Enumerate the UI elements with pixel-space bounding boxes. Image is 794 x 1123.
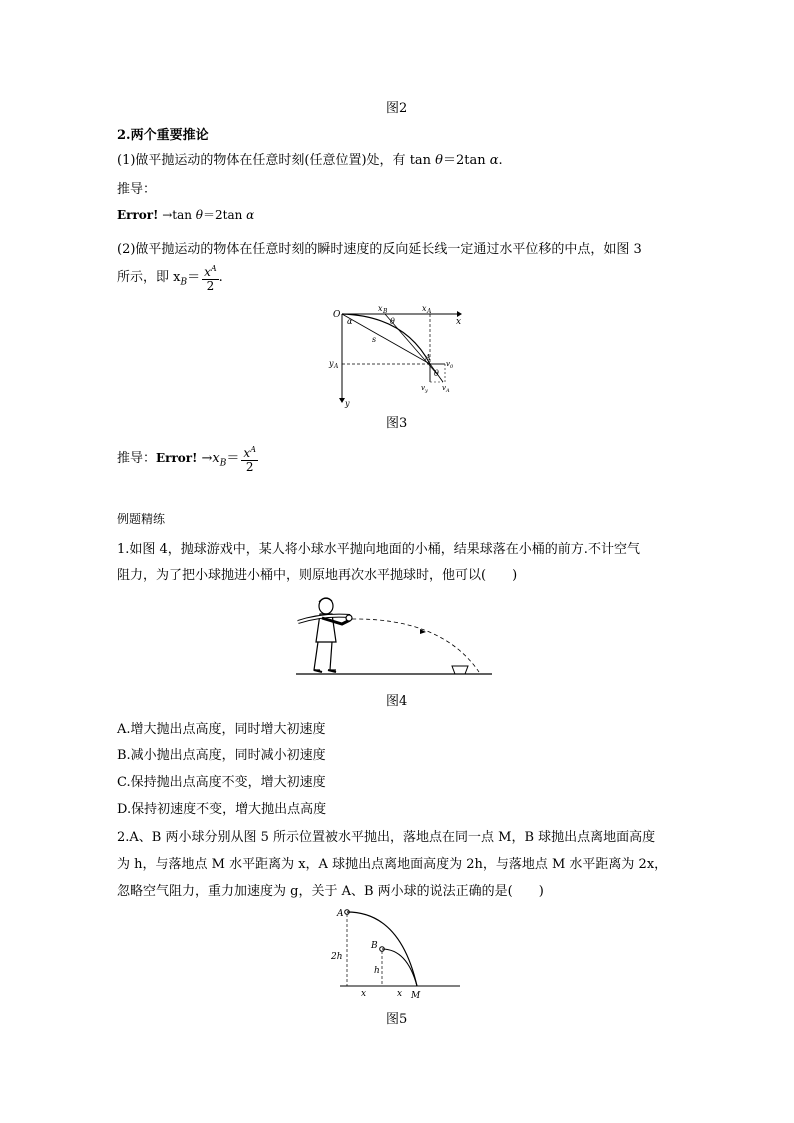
alpha-symbol: α (489, 153, 499, 168)
y-axis-label: y (345, 399, 350, 408)
derivation-1-mid: ＝2tan (203, 208, 247, 222)
derivation-1 (117, 206, 254, 223)
fraction-numerator: x (204, 265, 211, 279)
v0-sub: 0 (450, 364, 454, 370)
point-b-label: B (371, 941, 378, 951)
examples-heading: 例题精练 (117, 512, 166, 526)
fraction-denominator: 2 (206, 279, 215, 293)
ya-sub: A (334, 363, 339, 370)
period: . (218, 270, 223, 285)
xb-label: x (378, 304, 383, 313)
figure-5-diagram (325, 904, 465, 1002)
x-axis-label: x (456, 317, 462, 327)
figure-5-caption: 图5 (386, 1012, 408, 1027)
xa-label: x (422, 304, 427, 313)
inference-2-line1: (2)做平抛运动的物体在任意时刻的瞬时速度的反向延长线一定通过水平位移的中点，如图 3 (117, 242, 642, 257)
va-sub: A (446, 388, 450, 394)
theta-symbol: θ (195, 208, 204, 222)
origin-label: O (333, 310, 341, 320)
fraction (241, 443, 258, 474)
vy-sub: y (425, 388, 428, 394)
question-1-line1: 1.如图 4，抛球游戏中，某人将小球水平抛向地面的小桶，结果球落在小桶的前方.不计空气 (117, 542, 640, 557)
question-2-line1: 2.A、B 两小球分别从图 5 所示位置被水平抛出，落地点在同一点 M，B 球抛出点离地面高度 (117, 830, 656, 845)
distance-x1-label: x (361, 989, 367, 999)
superscript: A (210, 264, 217, 273)
point-a-label: A (425, 353, 431, 362)
option-b: B.减小抛出点高度，同时减小初速度 (117, 748, 326, 763)
xb-sub: B (383, 308, 388, 315)
fraction (202, 262, 219, 293)
fraction-numerator: x (243, 446, 251, 460)
distance-x2-label: x (397, 989, 403, 999)
question-2-line3: 忽略空气阻力，重力加速度为 g，关于 A、B 两小球的说法正确的是( ) (117, 884, 544, 899)
person-figure (298, 598, 352, 672)
height-h-label: h (374, 966, 380, 976)
theta-symbol: θ (435, 153, 443, 168)
point-a-label: A (337, 909, 344, 919)
figure-3-diagram (325, 302, 475, 408)
inference-2-text: 所示，即 x (117, 270, 181, 285)
arrow-xb: →x (197, 451, 220, 466)
fraction-denominator: 2 (245, 460, 254, 474)
section-title: 2.两个重要推论 (117, 128, 209, 143)
v0-label: v (446, 360, 450, 368)
height-2h-label: 2h (331, 952, 343, 962)
inference-1-text: (1)做平抛运动的物体在任意时刻(任意位置)处，有 tan (117, 153, 436, 168)
error-text: Error! (117, 208, 159, 222)
figure-2-caption: 图2 (386, 101, 408, 116)
error-text: Error! (156, 451, 198, 465)
ya-label: y (329, 359, 334, 368)
figure-4-illustration (292, 592, 496, 682)
alpha-symbol: α (246, 208, 255, 222)
inference-1-end: . (498, 153, 503, 168)
equals-sign: ＝ (187, 270, 201, 285)
derivation-2 (117, 443, 258, 474)
s-label: s (372, 335, 377, 344)
question-2-line2: 为 h，与落地点 M 水平距离为 x，A 球抛出点离地面高度为 2h，与落地点 M 水平距离为 2x， (117, 857, 668, 872)
figure-3-caption: 图3 (386, 416, 408, 431)
question-1-line2: 阻力，为了把小球抛进小桶中，则原地再次水平抛球时，他可以( ) (117, 568, 518, 583)
superscript: A (250, 445, 256, 454)
subscript: B (219, 458, 227, 469)
vy-label: v (421, 384, 425, 392)
subscript: B (180, 277, 188, 288)
theta2-label: θ (434, 369, 439, 378)
inference-1-mid: ＝2tan (443, 153, 490, 168)
figure-4-caption: 图4 (386, 694, 408, 709)
option-a: A.增大抛出点高度，同时增大初速度 (117, 722, 326, 737)
theta-label: θ (390, 317, 395, 326)
inference-2-line2 (117, 262, 223, 293)
va-label: v (442, 384, 446, 392)
derivation-label: 推导： (117, 182, 157, 197)
inference-1 (117, 149, 503, 168)
option-c: C.保持抛出点高度不变，增大初速度 (117, 775, 326, 790)
derivation-1-rest: →tan (158, 208, 196, 222)
xa-sub: A (427, 308, 432, 315)
equals-sign: ＝ (226, 451, 240, 466)
point-m-label: M (411, 991, 421, 1001)
derivation-2-label: 推导： (117, 451, 157, 466)
option-d: D.保持初速度不变，增大抛出点高度 (117, 802, 327, 817)
alpha-label: α (347, 317, 353, 326)
